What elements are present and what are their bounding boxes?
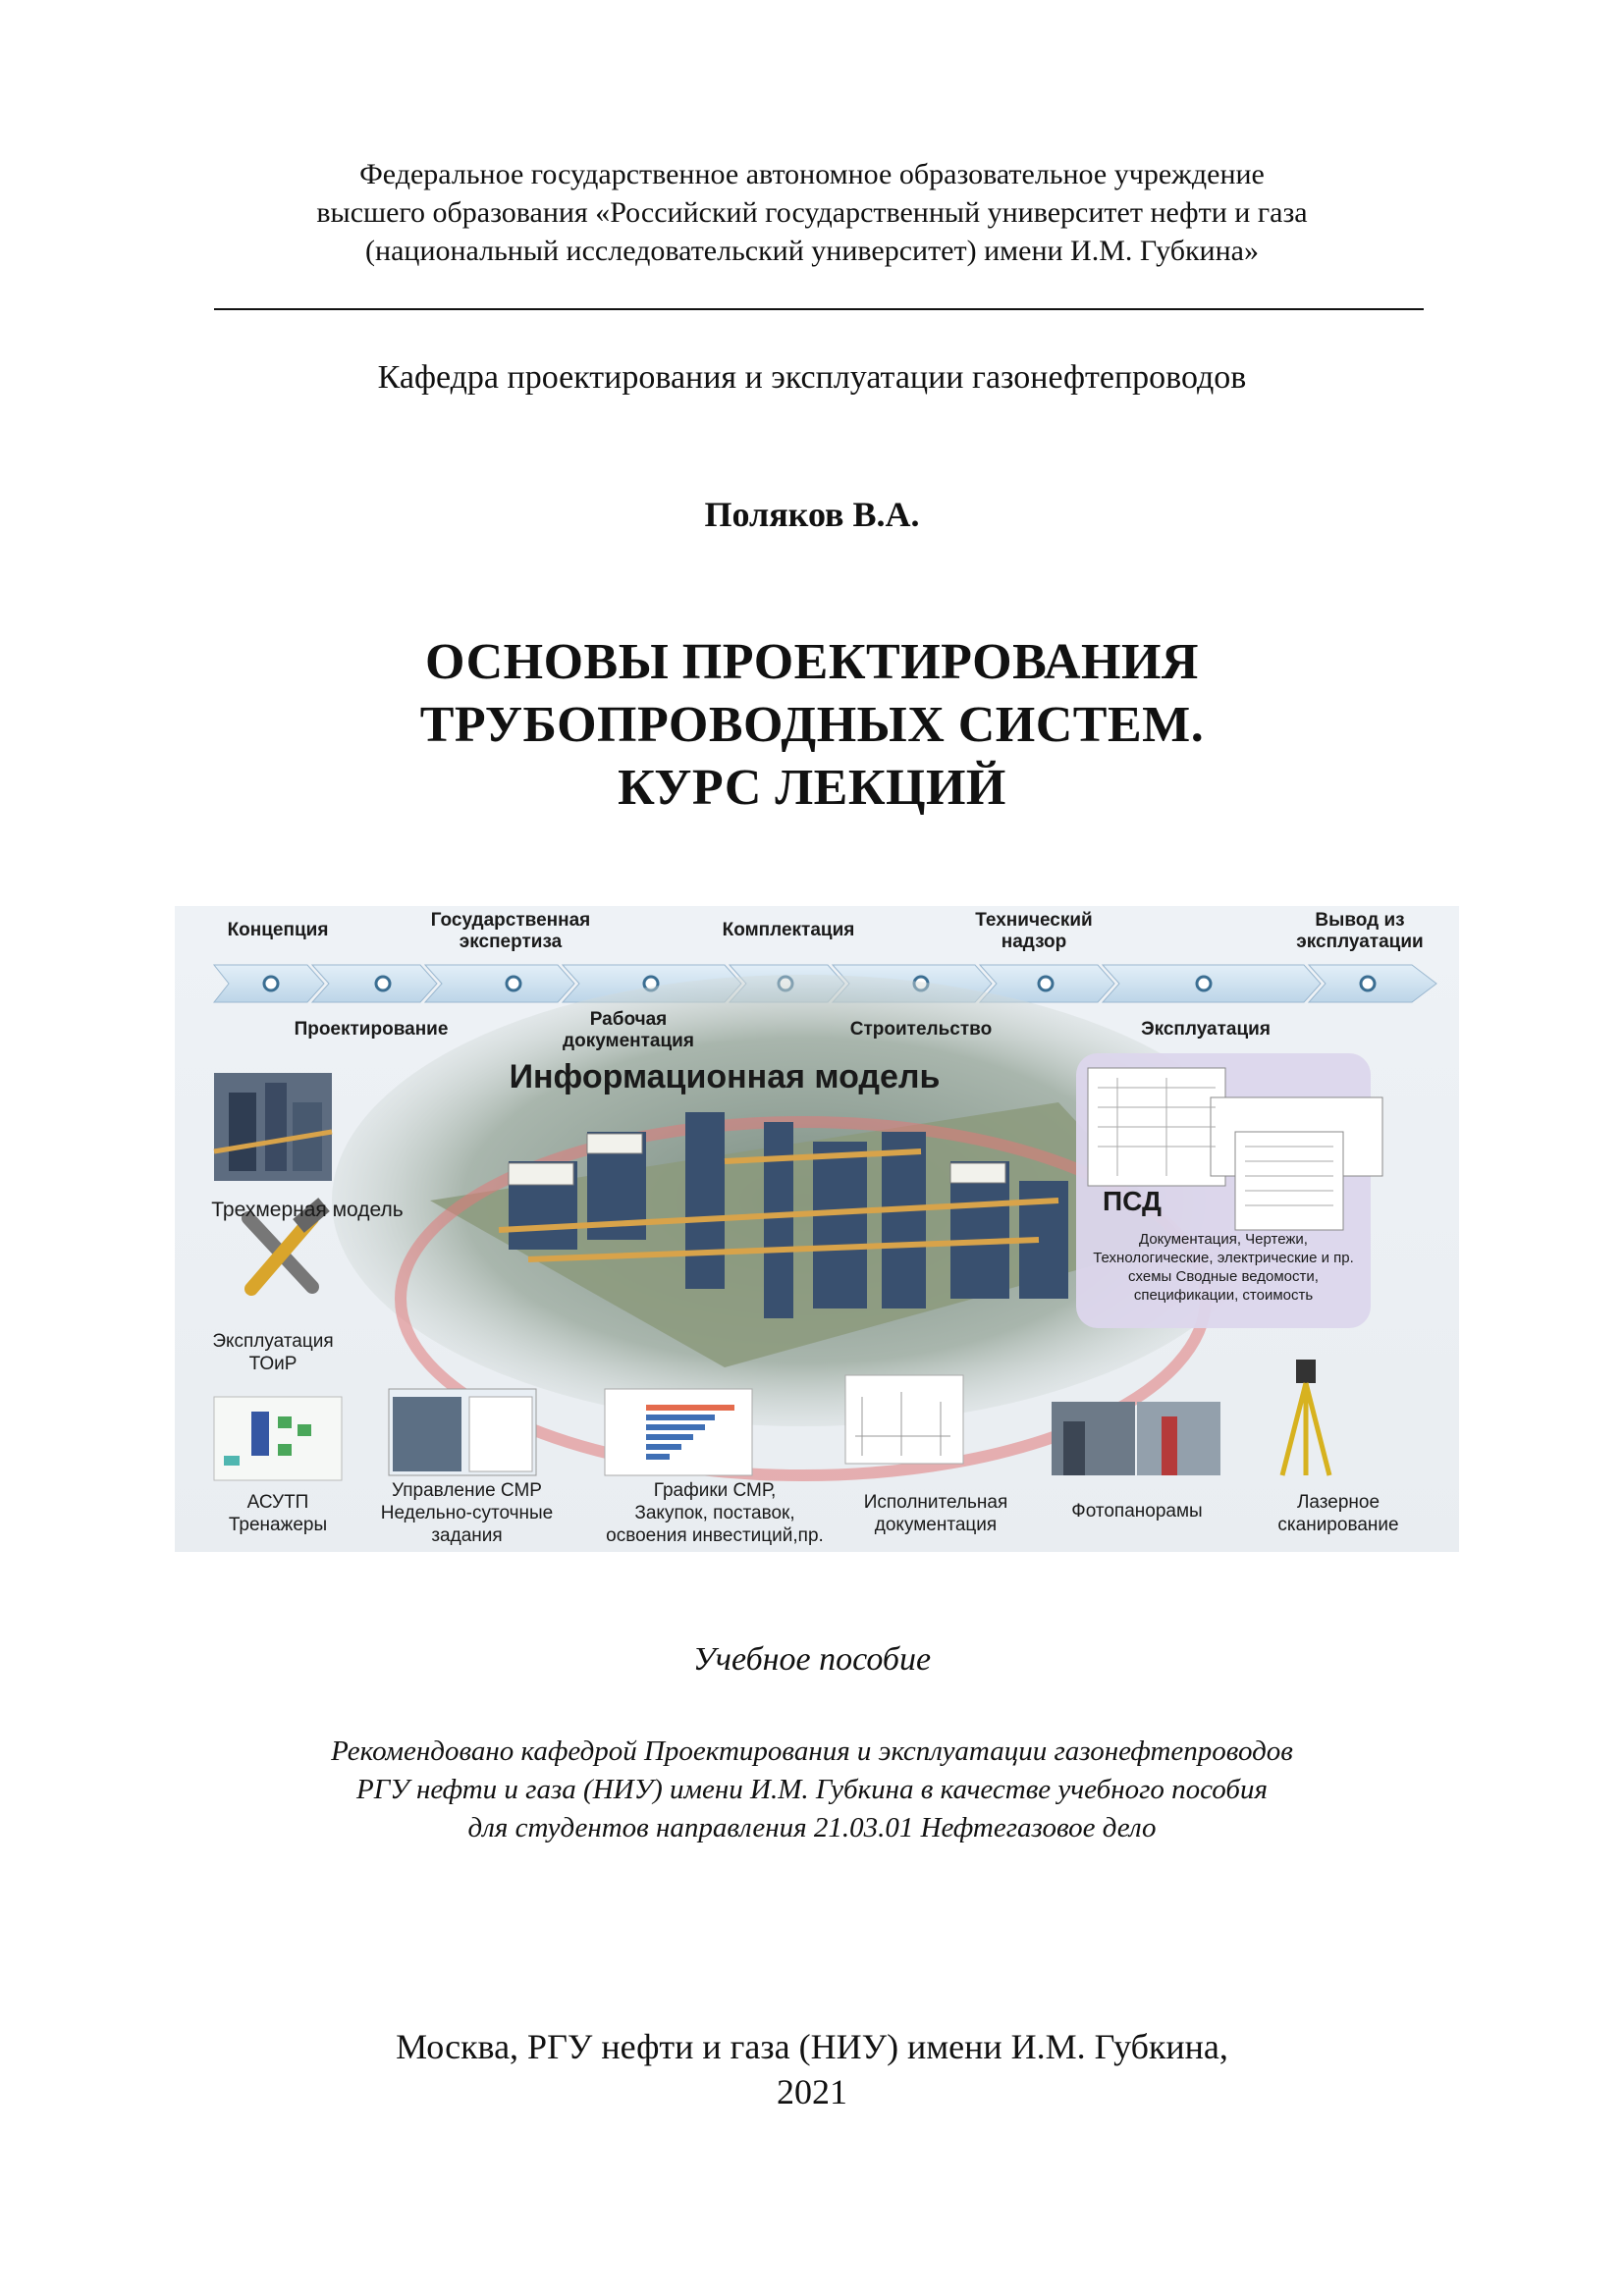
stage-operation: Эксплуатация bbox=[1141, 1019, 1271, 1040]
laser-label-line-2: сканирование bbox=[1277, 1515, 1399, 1535]
author: Поляков В.А. bbox=[704, 495, 920, 534]
exec-docs-label-line-1: Исполнительная bbox=[863, 1492, 1008, 1513]
stage-tech-supervision-line-2: надзор bbox=[1001, 932, 1067, 952]
stage-state-expertise bbox=[403, 910, 619, 953]
recommendation-line-2: РГУ нефти и газа (НИУ) имени И.М. Губкина в качестве учебного пособия bbox=[356, 1774, 1268, 1805]
psd-desc-line-3: схемы Сводные ведомости, bbox=[1128, 1268, 1319, 1285]
laser-label-line-1: Лазерное bbox=[1296, 1492, 1380, 1513]
exec-docs-label-line-2: документация bbox=[874, 1515, 998, 1535]
title-line-1: ОСНОВЫ ПРОЕКТИРОВАНИЯ bbox=[425, 634, 1199, 690]
graphs-label bbox=[587, 1479, 842, 1547]
stage-working-docs bbox=[540, 1009, 717, 1052]
institution-line-1: Федеральное государственное автономное образовательное учреждение bbox=[359, 158, 1265, 190]
laser-label bbox=[1245, 1491, 1432, 1536]
smr-label-line-1: Управление СМР bbox=[392, 1480, 542, 1501]
stage-concept: Концепция bbox=[227, 920, 329, 940]
smr-label-line-2: Недельно-суточные bbox=[380, 1503, 554, 1523]
stage-decommission-line-1: Вывод из bbox=[1315, 910, 1405, 931]
photo-label: Фотопанорамы bbox=[1071, 1501, 1203, 1522]
stage-procurement: Комплектация bbox=[722, 920, 855, 940]
asutp-label-line-2: Тренажеры bbox=[228, 1515, 328, 1535]
stage-design: Проектирование bbox=[294, 1019, 449, 1040]
stage-tech-supervision bbox=[936, 910, 1132, 953]
figure-graphics bbox=[175, 906, 1459, 1552]
institution-line-3: (национальный исследовательский университет) имени И.М. Губкина» bbox=[365, 235, 1259, 267]
stage-construction: Строительство bbox=[849, 1019, 993, 1040]
psd-label: ПСД bbox=[1103, 1186, 1162, 1216]
stage-state-expertise-line-2: экспертиза bbox=[459, 932, 563, 952]
header-divider bbox=[214, 308, 1424, 310]
book-title bbox=[0, 631, 1624, 820]
graphs-label-line-1: Графики СМР, bbox=[653, 1480, 777, 1501]
photo-thumbnail bbox=[1052, 1402, 1220, 1475]
smr-label-line-3: задания bbox=[431, 1525, 503, 1546]
toir-label bbox=[194, 1330, 352, 1375]
stage-decommission-line-2: эксплуатации bbox=[1296, 932, 1424, 952]
psd-desc-line-4: спецификации, стоимость bbox=[1133, 1287, 1314, 1304]
info-model-title: Информационная модель bbox=[509, 1058, 941, 1095]
document-type: Учебное пособие bbox=[692, 1641, 932, 1678]
asutp-label bbox=[194, 1491, 361, 1536]
toir-label-line-2: ТОиР bbox=[248, 1354, 298, 1374]
recommendation-line-3: для студентов направления 21.03.01 Нефтегазовое дело bbox=[467, 1812, 1157, 1843]
department: Кафедра проектирования и эксплуатации газонефтепроводов bbox=[377, 359, 1247, 396]
smr-thumbnail bbox=[389, 1389, 536, 1475]
imprint bbox=[0, 2024, 1624, 2114]
exec-docs-thumbnail bbox=[845, 1375, 963, 1464]
stage-tech-supervision-line-1: Технический bbox=[975, 910, 1093, 931]
toir-label-line-1: Эксплуатация bbox=[212, 1331, 334, 1352]
model-3d-thumbnail bbox=[214, 1073, 332, 1181]
psd-desc-line-2: Технологические, электрические и пр. bbox=[1093, 1250, 1354, 1266]
stage-state-expertise-line-1: Государственная bbox=[430, 910, 591, 931]
stage-working-docs-line-1: Рабочая bbox=[589, 1009, 668, 1030]
stage-working-docs-line-2: документация bbox=[563, 1031, 694, 1051]
psd-description bbox=[1076, 1230, 1371, 1305]
imprint-year: 2021 bbox=[777, 2072, 847, 2111]
institution-line-2: высшего образования «Российский государственный университет нефти и газа bbox=[316, 196, 1308, 229]
institution-block bbox=[0, 155, 1624, 270]
asutp-label-line-1: АСУТП bbox=[246, 1492, 309, 1513]
cover-figure bbox=[175, 906, 1459, 1552]
asutp-thumbnail bbox=[214, 1397, 342, 1480]
recommendation bbox=[0, 1733, 1624, 1847]
psd-desc-line-1: Документация, Чертежи, bbox=[1139, 1231, 1308, 1248]
stage-decommission bbox=[1267, 910, 1453, 953]
imprint-place: Москва, РГУ нефти и газа (НИУ) имени И.М. Губкина, bbox=[396, 2027, 1228, 2066]
graphs-thumbnail bbox=[605, 1389, 752, 1475]
title-line-2: ТРУБОПРОВОДНЫХ СИСТЕМ. bbox=[419, 697, 1205, 753]
graphs-label-line-2: Закупок, поставок, bbox=[634, 1503, 795, 1523]
graphs-label-line-3: освоения инвестиций,пр. bbox=[606, 1525, 824, 1546]
recommendation-line-1: Рекомендовано кафедрой Проектирования и эксплуатации газонефтепроводов bbox=[331, 1735, 1293, 1767]
model-3d-label: Трехмерная модель bbox=[211, 1199, 404, 1221]
title-line-3: КУРС ЛЕКЦИЙ bbox=[618, 760, 1006, 816]
laser-scanner-icon bbox=[1282, 1360, 1329, 1475]
smr-label bbox=[366, 1479, 568, 1547]
exec-docs-label bbox=[842, 1491, 1029, 1536]
